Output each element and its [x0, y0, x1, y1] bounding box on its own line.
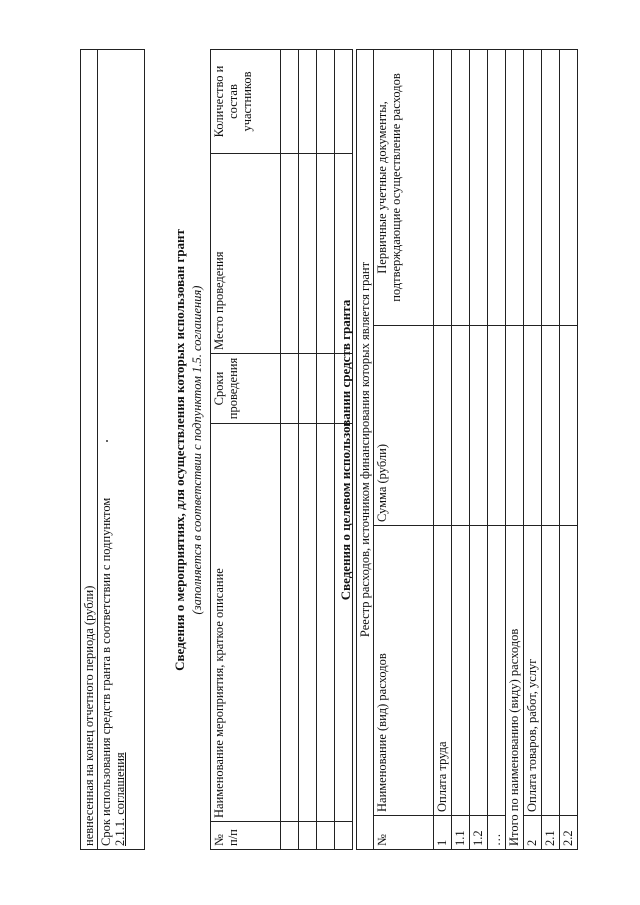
row-label	[542, 526, 560, 816]
docs-cell	[488, 50, 506, 326]
header-participants: Количество и состав участников	[211, 50, 281, 154]
row-num: 1.1	[452, 816, 470, 850]
sum-cell	[506, 326, 524, 526]
row-label	[560, 526, 578, 816]
subtotal-label: Итого по наименованию (виду) расходов	[506, 526, 524, 850]
row-num: …	[488, 816, 506, 850]
docs-cell	[506, 50, 524, 326]
table-row	[317, 50, 335, 850]
table-row	[434, 50, 452, 850]
table-row	[506, 50, 524, 850]
sum-cell	[524, 326, 542, 526]
empty-cell	[281, 424, 299, 822]
sum-cell	[434, 326, 452, 526]
sum-cell	[542, 326, 560, 526]
sum-cell	[560, 326, 578, 526]
balance-cell: невнесенная на конец отчетного периода (рубли)	[81, 50, 98, 850]
header-sum: Сумма (рубли)	[374, 326, 434, 526]
empty-cell	[299, 354, 317, 424]
header-dates: Сроки проведения	[211, 354, 281, 424]
sum-cell	[488, 326, 506, 526]
empty-cell	[317, 822, 335, 850]
table-row	[299, 50, 317, 850]
row-label	[470, 526, 488, 816]
empty-cell	[281, 822, 299, 850]
row-num: 2.2	[560, 816, 578, 850]
empty-cell	[299, 50, 317, 154]
table-header-row	[211, 50, 281, 850]
table-row	[560, 50, 578, 850]
term-line-1: Срок использования средств гранта в соответствии с подпунктом	[99, 497, 113, 846]
table-row	[98, 50, 145, 850]
events-table-block	[210, 50, 353, 850]
header-num: № п/п	[211, 822, 281, 850]
sum-cell	[470, 326, 488, 526]
usage-table-block	[356, 50, 578, 850]
events-table	[210, 49, 353, 850]
usage-table	[356, 49, 578, 850]
rotated-sheet	[80, 50, 575, 850]
row-num: 2	[524, 816, 542, 850]
empty-cell	[299, 822, 317, 850]
table-row	[524, 50, 542, 850]
docs-cell	[470, 50, 488, 326]
events-title: Сведения о мероприятиях, для осуществления которых использован грант	[172, 229, 187, 671]
empty-cell	[299, 154, 317, 354]
header-docs: Первичные учетные документы, подтверждающие осуществление расходов	[374, 50, 434, 326]
header-expense-type: Наименование (вид) расходов	[374, 526, 434, 816]
docs-cell	[524, 50, 542, 326]
table-row	[81, 50, 98, 850]
period-table	[80, 49, 145, 850]
empty-cell	[317, 424, 335, 822]
empty-cell	[317, 354, 335, 424]
table-header-row	[374, 50, 434, 850]
table-caption-row	[357, 50, 374, 850]
table-row	[452, 50, 470, 850]
docs-cell	[434, 50, 452, 326]
row-label: Оплата труда	[434, 526, 452, 816]
row-num: 2.1	[542, 816, 560, 850]
term-line-2: 2.1.1. соглашения	[113, 752, 127, 846]
docs-cell	[542, 50, 560, 326]
events-subtitle: (заполняется в соответствии с подпунктом 1.5. соглашения)	[190, 285, 204, 615]
term-cell	[98, 50, 145, 850]
docs-cell	[560, 50, 578, 326]
table-row	[470, 50, 488, 850]
header-num: №	[374, 816, 434, 850]
table-row	[488, 50, 506, 850]
header-place: Место проведения	[211, 154, 281, 354]
empty-cell	[317, 154, 335, 354]
header-event-name: Наименование мероприятия, краткое описание	[211, 424, 281, 822]
docs-cell	[452, 50, 470, 326]
empty-cell	[281, 354, 299, 424]
empty-cell	[281, 154, 299, 354]
row-label	[488, 526, 506, 816]
row-num: 1	[434, 816, 452, 850]
empty-cell	[317, 50, 335, 154]
row-label: Оплата товаров, работ, услуг	[524, 526, 542, 816]
usage-title: Сведения о целевом использовании средств гранта	[338, 299, 353, 601]
sum-cell	[452, 326, 470, 526]
empty-cell	[281, 50, 299, 154]
row-num: 1.2	[470, 816, 488, 850]
empty-cell	[299, 424, 317, 822]
register-caption: Реестр расходов, источником финансирования которых является грант	[357, 50, 374, 850]
period-table-block	[80, 50, 145, 850]
table-row	[281, 50, 299, 850]
row-label	[452, 526, 470, 816]
table-row	[542, 50, 560, 850]
